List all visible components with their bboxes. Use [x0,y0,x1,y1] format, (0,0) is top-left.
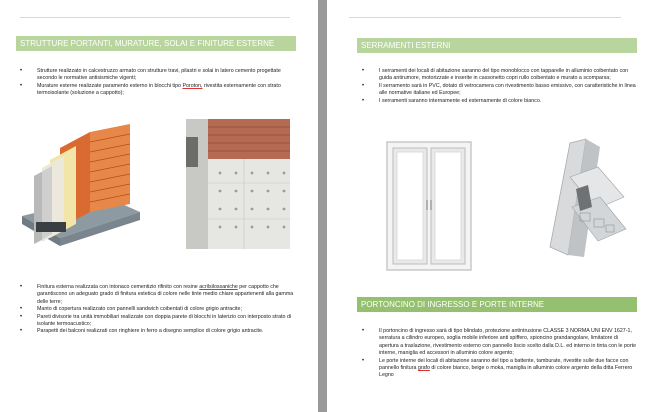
list-item: • Le porte interne dei locali di abitazione saranno del tipo a battente, tamburate, rivestite sulle due facce con pannello finitura grafo di colore bianco, beige o moka, maniglia in alluminio colore argento della ditta Ferrero Legno [357,358,639,380]
list-item: • I serramenti dei locali di abitazione saranno del tipo monoblocco con tapparelle in alluminio coibentato con guida antirumore, motorizzate e inserite in cassonetto copri rullo coibentato e murato a scomparsa; [357,68,639,83]
list-item: • Murature esterne realizzate paramento esterno in blocchi tipo Poroton, rivestita esternamente con strato termoisolante (soluzione a cappotto); [15,83,300,98]
list-item: • I serramenti saranno internamente ed esternamente di colore bianco. [357,98,639,105]
bullet-list-bottom [15,284,300,336]
document-page-right [327,0,650,412]
poroton-term: Poroton, [182,82,203,89]
page-separator [318,0,327,412]
header-rule [349,17,621,18]
grafo-term: grafo [417,365,430,372]
bullet-list-top [15,68,300,98]
bullet-list-serramenti [357,68,639,105]
list-item: • Il portoncino di ingresso sarà di tipo blindato, protezione antintrusione CLASSE 3 NORMA UNI ENV 1627-1, serratura a cilindro europeo, soglia mobile inferiore anti spiffero, spioncino grandangolare, limitatore di apertura a traslazione, rivestimento esterno con pannello liscio scelto dalla D.L. ed interno in tinta con le porte interne, maniglia ed accessori in alluminio colore argento; [357,328,639,358]
list-item: • Pareti divisorie tra unità immobiliari realizzate con doppia parete di blocchi in laterizio con interposto strato di isolante termoacustico; [15,314,300,329]
list-item: • Il serramento sarà in PVC, dotato di vetrocamera con rivestimento basso emissivo, con caratteristiche in linea alle normative italiane ed Europee; [357,83,639,98]
wall-insulation-image [20,120,140,248]
section-banner-portoncino [357,297,637,312]
section-banner-strutture [16,36,296,51]
facade-insulation-photo [186,119,290,249]
section-title: PORTONCINO DI INGRESSO E PORTE INTERNE [361,300,545,309]
section-title: SERRAMENTI ESTERNI [361,41,451,50]
bullet-list-portoncino [357,328,639,380]
document-page-left [0,0,318,412]
pvc-profile-section-image [540,137,629,262]
acrilsilossaniche-term: acrilsilossaniche [199,284,238,290]
section-title: STRUTTURE PORTANTI, MURATURE, SOLAI E FINITURE ESTERNE [20,39,275,48]
list-item: • Finitura esterna realizzata con intonaco cementizio rifinito con resine acrilsilossaniche per cappotto che garantiscono un adeguato grado di finitura estetica di colore nelle tinte medio chiare appartenenti alla gamma delle terre; [15,284,300,306]
pvc-window-image [385,140,473,272]
header-rule [20,17,290,18]
list-item: • Strutture realizzato in calcestruzzo armato con strutture travi, pilastri e solai in latero cemento progettate secondo le normative antisismiche vigenti; [15,68,300,83]
section-banner-serramenti [357,38,637,53]
list-item: • Manto di copertura realizzato con pannelli sandwich coibentati di colore grigio antracite; [15,306,300,313]
list-item: • Parapetti dei balconi realizzati con ringhiere in ferro a disegno semplice di colore grigio antracite. [15,328,300,335]
